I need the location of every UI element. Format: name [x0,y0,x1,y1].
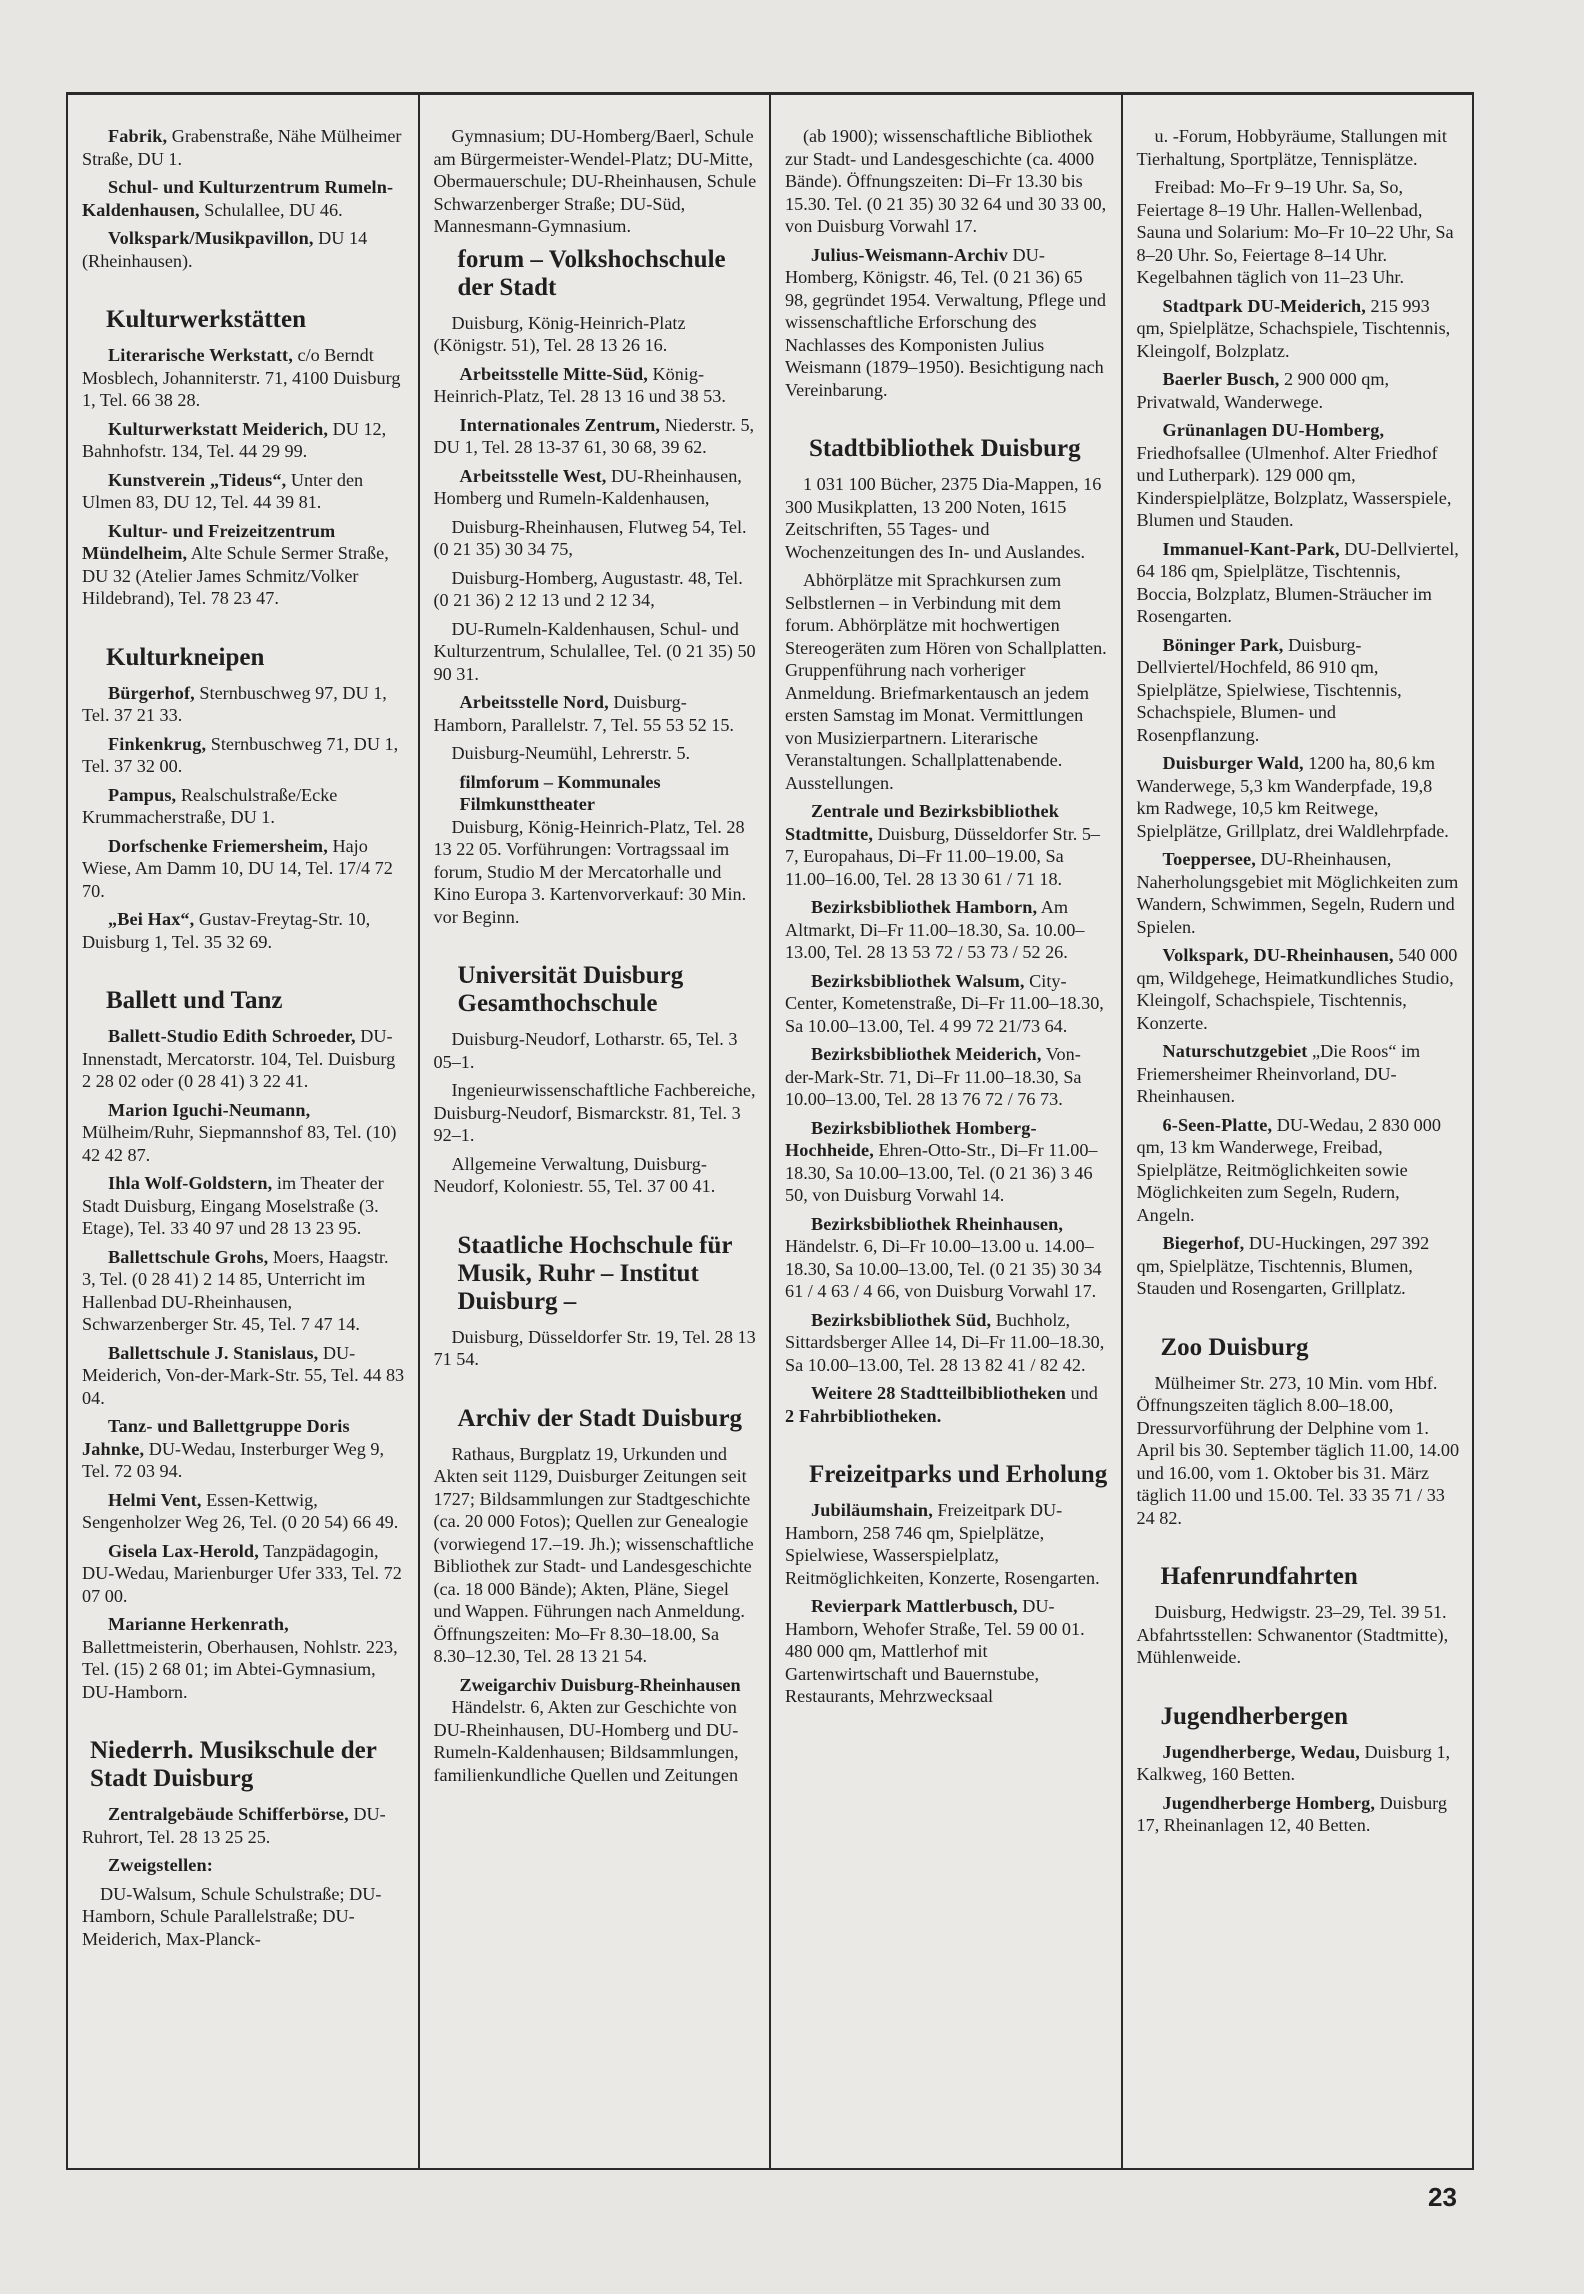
paragraph: Mülheimer Str. 273, 10 Min. vom Hbf. Öffnungszeiten täglich 8.00–18.00, Dressurvorführung der Delphine vom 1. April bis 30. September täglich 11.00, 14.00 und 16.00, vom 1. Oktober bis 31. März täglich 11.00 und 15.00. Tel. 33 35 71 / 33 24 82. [1136,1372,1460,1528]
paragraph: Duisburg, König-Heinrich-Platz (Königstr. 51), Tel. 28 13 26 16. [433,312,686,355]
entry-name: Kulturwerkstatt Meiderich, [108,418,329,439]
entry-name: Schul- und Kulturzentrum Rumeln-Kaldenhausen, [82,177,394,220]
paragraph: Duisburg-Rheinhausen, Flutweg 54, Tel. (0 21 35) 30 34 75, [433,516,747,559]
paragraph: Duisburg, König-Heinrich-Platz, Tel. 28 13 22 05. Vorführungen: Vortragssaal im forum, Studio M der Mercatorhalle und Kino Europa 3. Kartenvorverkauf: 30 Min. vor Beginn. [433,816,747,927]
entry-name: Jugendherberge Homberg, [1162,1792,1376,1813]
directory-entry [82,227,406,272]
section-heading: Kulturwerkstätten [106,306,306,333]
entry-name: Naturschutzgebiet [1162,1041,1308,1061]
entry-details: DU-Innenstadt, Mercatorstr. 104, Tel. Duisburg 2 28 02 oder (0 28 41) 3 22 41. [82,1026,396,1091]
entry-details: DU-Dellviertel, 64 186 qm, Spielplätze, Tischtennis, Boccia, Bolzplatz, Blumen-Sträucher im Rosengarten. [1136,538,1459,626]
entry-details: Schulallee, DU 46. [204,199,343,220]
directory-entry [82,1342,406,1410]
paragraph: Händelstr. 6, Akten zur Geschichte von DU-Rheinhausen, DU-Homberg und DU-Rumeln-Kaldenhausen; Bildsammlungen, familienkundliche Quellen und Zeitungen [433,1697,739,1785]
entry-name: Finkenkrug, [108,733,207,754]
column-4 [1121,95,1473,2168]
entry-name: Bezirksbibliothek Homberg-Hochheide, [785,1117,1037,1160]
entry-name: Duisburger Wald, [1162,753,1304,773]
entry-details: Ballettmeisterin, Oberhausen, Nohlstr. 223, Tel. (15) 2 68 01; im Abtei-Gymnasium, DU-Hamborn. [82,1636,398,1702]
entry-details: DU-Ruhrort, Tel. 28 13 25 25. [82,1804,386,1847]
paragraph: Duisburg-Neumühl, Lehrerstr. 5. [451,743,691,763]
directory-entry [434,414,758,459]
directory-entry [82,1246,406,1336]
entry-name: Fabrik, [108,126,168,146]
paragraph: 1 031 100 Bücher, 2375 Dia-Mappen, 16 300 Musikplatten, 13 200 Noten, 1615 Zeitschriften, 55 Tages- und Wochenzeitungen des In- und Auslandes. [785,474,1102,562]
entry-details: DU-Huckingen, 297 392 qm, Spielplätze, Tischtennis, Blumen, Stauden und Rosengarten, Grillplatz. [1136,1233,1430,1298]
entry-details: Duisburg 17, Rheinanlagen 12, 40 Betten. [1136,1792,1448,1835]
directory-entry [785,1382,1109,1427]
directory-entry [785,1117,1109,1207]
paragraph: Duisburg-Homberg, Augustastr. 48, Tel. (0 21 36) 2 12 13 und 2 12 34, [433,567,743,610]
entry-details: DU-Meiderich, Von-der-Mark-Str. 55, Tel. 44 83 04. [82,1342,405,1408]
directory-entry [434,363,758,408]
entry-details: City-Center, Kometenstraße, Di–Fr 11.00–18.30, Sa 10.00–13.00, Tel. 4 99 72 21/73 64. [785,970,1104,1036]
paragraph: Duisburg, Düsseldorfer Str. 19, Tel. 28 13 71 54. [433,1326,756,1369]
paragraph: DU-Walsum, Schule Schulstraße; DU-Hamborn, Schule Parallelstraße; DU-Meiderich, Max-Planck- [82,1883,382,1949]
directory-entry [785,970,1109,1038]
entry-name: Helmi Vent, [108,1489,202,1510]
entry-name: Bezirksbibliothek Hamborn, [811,897,1038,917]
entry-details: Friedhofsallee (Ulmenhof. Alter Friedhof und Lutherpark). 129 000 qm, Kinderspielplätze, Bolzplatz, Wasserspiele, Blumen und Stauden. [1136,442,1452,530]
directory-entry [82,733,406,778]
directory-entry [1137,295,1461,363]
directory-entry [785,1499,1109,1589]
entry-name: Zentrale und Bezirksbibliothek Stadtmitte, [785,801,1060,844]
paragraph: (ab 1900); wissenschaftliche Bibliothek zur Stadt- und Landesgeschichte (ca. 4000 Bände). Öffnungszeiten: Di–Fr 13.30 bis 15.30. Tel. (0 21 35) 30 32 64 und 30 33 00, von Duisburg Vorwahl 17. [785,126,1107,236]
entry-details: DU-Homberg, Königstr. 46, Tel. (0 21 36) 65 98, gegründet 1954. Verwaltung, Pflege und wissenschaftliche Erforschung des Nachlasses des Komponisten Julius Weismann (1879–1950). Besichtigung nach Vereinbarung. [785,244,1106,400]
entry-details: Duisburg, Düsseldorfer Str. 5–7, Europahaus, Di–Fr 11.00–19.00, Sa 11.00–16.00, Tel. 28 13 30 61 / 71 18. [785,823,1101,889]
entry-name: 2 Fahrbibliotheken. [785,1405,942,1426]
entry-details: im Theater der Stadt Duisburg, Eingang Moselstraße (3. Etage), Tel. 33 40 97 und 28 13 23 95. [82,1173,384,1238]
directory-page [66,92,1474,2170]
directory-entry [82,1803,406,1848]
entry-name: Volkspark, DU-Rheinhausen, [1162,945,1394,965]
entry-details: DU-Hamborn, Wehofer Straße, Tel. 59 00 01. 480 000 qm, Mattlerhof mit Gartenwirtschaft und Bauernstube, Restaurants, Mehrzwecksaal [785,1596,1085,1706]
entry-details: 215 993 qm, Spielplätze, Schachspiele, Tischtennis, Kleingolf, Bolzplatz. [1136,295,1451,361]
directory-entry [82,344,406,412]
entry-name: Ballettschule J. Stanislaus, [108,1342,319,1363]
entry-name: Bezirksbibliothek Rheinhausen, [811,1213,1064,1234]
entry-details: 2 900 000 qm, Privatwald, Wanderwege. [1136,369,1390,412]
entry-name: Literarische Werkstatt, [108,345,293,365]
directory-entry [785,1595,1109,1708]
column-2 [418,95,770,2168]
entry-details: Gustav-Freytag-Str. 10, Duisburg 1, Tel. 35 32 69. [82,909,371,952]
entry-details: Duisburg-Hamborn, Parallelstr. 7, Tel. 55 53 52 15. [433,692,734,735]
entry-name: Marion Iguchi-Neumann, [108,1099,311,1120]
directory-entry [785,800,1109,890]
entry-name: Zentralgebäude Schifferbörse, [108,1804,349,1824]
directory-entry [82,1540,406,1608]
entry-details: Ehren-Otto-Str., Di–Fr 11.00–18.30, Sa 10.00–13.00, Tel. (0 21 36) 3 46 50, von Duisburg Vorwahl 14. [785,1140,1098,1205]
entry-details: 1200 ha, 80,6 km Wanderwege, 5,3 km Wanderpfade, 19,8 km Radwege, 10,5 km Reitwege, Spielplätze, Grillplatz, drei Waldlehrpfade. [1136,753,1449,841]
entry-details: Grabenstraße, Nähe Mülheimer Straße, DU 1. [82,126,402,169]
entry-name: Jugendherberge, Wedau, [1162,1741,1360,1762]
entry-name: Pampus, [108,784,177,805]
entry-details: Freizeitpark DU-Hamborn, 258 746 qm, Spielplätze, Spielwiese, Wasserspielplatz, Reitmöglichkeiten, Konzerte, Rosengarten. [785,1500,1100,1588]
entry-name: Böninger Park, [1162,634,1284,655]
directory-entry [82,835,406,903]
column-1 [68,95,418,2168]
paragraph: Duisburg-Neudorf, Lotharstr. 65, Tel. 3 05–1. [433,1029,738,1072]
entry-name: Jubiläumshain, [811,1500,933,1520]
directory-entry [785,1213,1109,1303]
entry-details: „Die Roos“ im Friemersheimer Rheinvorland, DU-Rheinhausen. [1136,1041,1421,1106]
entry-name: Bezirksbibliothek Meiderich, [811,1044,1042,1064]
directory-entry [1137,1741,1461,1786]
directory-entry [785,1043,1109,1111]
paragraph: u. -Forum, Hobbyräume, Stallungen mit Tierhaltung, Sportplätze, Tennisplätze. [1136,126,1447,169]
paragraph: Rathaus, Burgplatz 19, Urkunden und Akten seit 1129, Duisburger Zeitungen seit 1727; Bildsammlungen zur Stadtgeschichte (ca. 20 000 Fotos); Quellen zur Genealogie (vorwiegend 17.–19. Jh.); wissenschaftliche Bibliothek zur Stadt- und Landesgeschichte (ca. 18 000 Bände); Akten, Pläne, Siegel und Wappen. Führungen nach Anmeldung. Öffnungszeiten: Mo–Fr 8.30–18.00, Sa 8.30–12.30, Tel. 28 13 21 54. [433,1443,754,1666]
entry-name: 6-Seen-Platte, [1162,1114,1273,1135]
entry-name: Zweigstellen: [108,1855,213,1875]
entry-details: Duisburg 1, Kalkweg, 160 Betten. [1136,1741,1451,1784]
directory-entry [82,784,406,829]
entry-details: Unter den Ulmen 83, DU 12, Tel. 44 39 81. [82,469,364,512]
entry-name: Julius-Weismann-Archiv [811,244,1008,265]
entry-details: Mülheim/Ruhr, Siepmannshof 83, Tel. (10) 42 42 87. [82,1122,397,1165]
directory-entry [1137,419,1461,532]
entry-details: DU-Wedau, Insterburger Weg 9, Tel. 72 03 94. [82,1438,385,1481]
entry-details: DU 12, Bahnhofstr. 134, Tel. 44 29 99. [82,418,387,461]
section-heading: Stadtbibliothek Duisburg [809,435,1081,462]
page-number: 23 [1428,2182,1457,2212]
directory-entry [434,465,758,510]
subsection-heading: filmforum – Kommunales Filmkunsttheater [459,771,661,814]
directory-entry [82,1172,406,1240]
entry-name: Arbeitsstelle Mitte-Süd, [459,363,648,384]
entry-name: Immanuel-Kant-Park, [1162,538,1340,559]
entry-details: Realschulstraße/Ecke Krummacherstraße, DU 1. [82,784,338,827]
entry-name: Ballett-Studio Edith Schroeder, [108,1026,356,1046]
entry-name: Gisela Lax-Herold, [108,1540,259,1561]
entry-details: König-Heinrich-Platz, Tel. 28 13 16 und 38 53. [433,363,726,406]
directory-entry [785,896,1109,964]
section-heading: Hafenrundfahrten [1160,1563,1358,1590]
entry-details: 540 000 qm, Wildgehege, Heimatkundliches Studio, Kleingolf, Schachspiele, Tischtennis, Konzerte. [1136,945,1458,1033]
entry-name: Tanz- und Ballettgruppe Doris Jahnke, [82,1416,350,1459]
directory-entry [82,908,406,953]
entry-name: Arbeitsstelle Nord, [459,692,609,712]
entry-details: Niederstr. 5, DU 1, Tel. 28 13-37 61, 30 68, 39 62. [433,414,755,457]
directory-entry [785,1309,1109,1377]
directory-entry [82,176,406,221]
entry-name: Baerler Busch, [1162,369,1280,389]
section-heading: Ballett und Tanz [106,987,283,1014]
entry-name: Revierpark Mattlerbusch, [811,1596,1018,1616]
entry-details: c/o Berndt Mosblech, Johanniterstr. 71, 4100 Duisburg 1, Tel. 66 38 28. [82,345,401,410]
section-heading: forum – Volkshochschule der Stadt [457,245,726,301]
entry-details: Hajo Wiese, Am Damm 10, DU 14, Tel. 17/4 72 70. [82,835,393,901]
entry-details: Von-der-Mark-Str. 71, Di–Fr 11.00–18.30, Sa 10.00–13.00, Tel. 28 13 76 72 / 76 73. [785,1044,1082,1109]
directory-entry [82,469,406,514]
directory-entry [82,1854,406,1877]
directory-entry [82,418,406,463]
entry-name: Bürgerhof, [108,682,195,703]
section-heading: Archiv der Stadt Duisburg [457,1404,743,1432]
directory-entry [82,682,406,727]
entry-name: Grünanlagen DU-Homberg, [1162,420,1385,440]
entry-name: Marianne Herkenrath, [108,1614,289,1634]
paragraph: Ingenieurwissenschaftliche Fachbereiche, Duisburg-Neudorf, Bismarckstr. 81, Tel. 3 92–1. [433,1080,756,1145]
section-heading: Universität Duisburg Gesamthochschule [457,962,684,1017]
directory-entry [82,1099,406,1167]
entry-name: Ballettschule Grohs, [108,1246,269,1267]
section-heading: Jugendherbergen [1160,1702,1348,1730]
directory-entry [1137,1232,1461,1300]
directory-entry [1137,1792,1461,1837]
directory-entry [1137,944,1461,1034]
directory-entry [1137,634,1461,747]
column-3 [769,95,1121,2168]
entry-details: Essen-Kettwig, Sengenholzer Weg 26, Tel. (0 20 54) 66 49. [82,1489,399,1532]
directory-entry [82,125,406,170]
paragraph: Abhörplätze mit Sprachkursen zum Selbstlernen – in Verbindung mit dem forum. Abhörplätze mit hochwertigen Stereogeräten zum Hören von Schallplatten. Gruppenführung nach vorheriger Anmeldung. Briefmarkentausch an jedem ersten Samstag im Monat. Vermittlungen von Musizierpartnern. Literarische Veranstaltungen. Schallplattenabende. Ausstellungen. [785,570,1107,793]
entry-details: DU-Rheinhausen, Naherholungsgebiet mit Möglichkeiten zum Wandern, Schwimmen, Segeln, Rudern und Spielen. [1136,849,1459,937]
paragraph: Freibad: Mo–Fr 9–19 Uhr. Sa, So, Feiertage 8–19 Uhr. Hallen-Wellenbad, Sauna und Solarium: Mo–Fr 10–22 Uhr, Sa 8–20 Uhr. So, Feiertage 8–14 Uhr. Kegelbahnen täglich von 11–23 Uhr. [1136,177,1454,287]
entry-details: Alte Schule Sermer Straße, DU 32 (Atelier James Schmitz/Volker Hildebrand), Tel. 78 23 47. [82,543,389,608]
entry-name: Volkspark/Musikpavillon, [108,228,314,248]
entry-name: Arbeitsstelle West, [459,465,607,486]
directory-entry [785,244,1109,402]
entry-name: Weitere 28 Stadtteilbibliotheken [811,1383,1067,1403]
directory-entry [82,1613,406,1703]
section-heading: Staatliche Hochschule für Musik, Ruhr – Institut Duisburg – [457,1231,733,1315]
paragraph: Duisburg, Hedwigstr. 23–29, Tel. 39 51. Abfahrtsstellen: Schwanentor (Stadtmitte), Mühlenweide. [1136,1602,1449,1667]
section-heading: Freizeitparks und Erholung [809,1461,1108,1488]
directory-entry [82,1489,406,1534]
directory-entry [82,520,406,610]
entry-name: Toeppersee, [1162,849,1256,869]
entry-details: Am Altmarkt, Di–Fr 11.00–18.30, Sa. 10.00–13.00, Tel. 28 13 53 72 / 53 73 / 52 26. [785,897,1085,962]
entry-details: Moers, Haagstr. 3, Tel. (0 28 41) 2 14 85, Unterricht im Hallenbad DU-Rheinhausen, Schwarzenberger Str. 45, Tel. 7 47 14. [82,1246,389,1334]
entry-details: Händelstr. 6, Di–Fr 10.00–13.00 u. 14.00–18.30, Sa 10.00–13.00, Tel. (0 21 35) 30 34 61 / 4 63 / 4 66, von Duisburg Vorwahl 17. [785,1236,1102,1301]
directory-entry [82,1415,406,1483]
entry-details: Buchholz, Sittardsberger Allee 14, Di–Fr 11.00–18.30, Sa 10.00–13.00, Tel. 28 13 82 41 / 82 42. [785,1309,1105,1375]
entry-details: Tanzpädagogin, DU-Wedau, Marienburger Ufer 333, Tel. 72 07 00. [82,1540,402,1606]
entry-name: Kultur- und Freizeitzentrum Mündelheim, [82,520,336,563]
entry-name: Kunstverein „Tideus“, [108,469,287,490]
paragraph: Gymnasium; DU-Homberg/Baerl, Schule am Bürgermeister-Wendel-Platz; DU-Mitte, Obermauerschule; DU-Rheinhausen, Schule Schwarzenberger Straße; DU-Süd, Mannesmann-Gymnasium. [433,126,757,236]
directory-entry [1137,538,1461,628]
entry-name: Dorfschenke Friemersheim, [108,835,328,856]
entry-name: Stadtpark DU-Meiderich, [1162,295,1366,316]
directory-entry [1137,1040,1461,1108]
section-heading: Niederrh. Musikschule der Stadt Duisburg [90,1737,377,1792]
subsection-heading: Zweigarchiv Duisburg-Rheinhausen [459,1674,741,1695]
entry-details: und [1066,1383,1098,1403]
entry-name: Bezirksbibliothek Walsum, [811,970,1025,991]
directory-entry [1137,1114,1461,1227]
entry-name: Ihla Wolf-Goldstern, [108,1173,273,1193]
section-heading: Zoo Duisburg [1160,1333,1309,1361]
entry-details: DU-Rheinhausen, Homberg und Rumeln-Kaldenhausen, [433,465,742,508]
entry-details: DU-Wedau, 2 830 000 qm, 13 km Wanderwege, Freibad, Spielplätze, Reitmöglichkeiten sowie Möglichkeiten zum Segeln, Rudern, Angeln. [1136,1114,1441,1225]
directory-entry [434,691,758,736]
entry-details: DU 14 (Rheinhausen). [82,228,368,271]
paragraph: DU-Rumeln-Kaldenhausen, Schul- und Kulturzentrum, Schulallee, Tel. (0 21 35) 50 90 31. [433,618,756,684]
section-heading: Kulturkneipen [106,643,265,671]
entry-name: Internationales Zentrum, [459,414,661,435]
entry-details: Duisburg-Dellviertel/Hochfeld, 86 910 qm, Spielplätze, Spielwiese, Tischtennis, Schachspiele, Blumen- und Rosenpflanzung. [1136,634,1402,745]
entry-name: „Bei Hax“, [108,909,195,929]
directory-entry [1137,368,1461,413]
directory-entry [82,1025,406,1093]
paragraph: Allgemeine Verwaltung, Duisburg-Neudorf, Koloniestr. 55, Tel. 37 00 41. [433,1153,716,1196]
entry-name: Bezirksbibliothek Süd, [811,1309,992,1330]
entry-name: Biegerhof, [1162,1233,1245,1253]
entry-details: Sternbuschweg 97, DU 1, Tel. 37 21 33. [82,682,387,725]
directory-entry [1137,752,1461,842]
directory-entry [1137,848,1461,938]
entry-details: Sternbuschweg 71, DU 1, Tel. 37 32 00. [82,733,399,776]
